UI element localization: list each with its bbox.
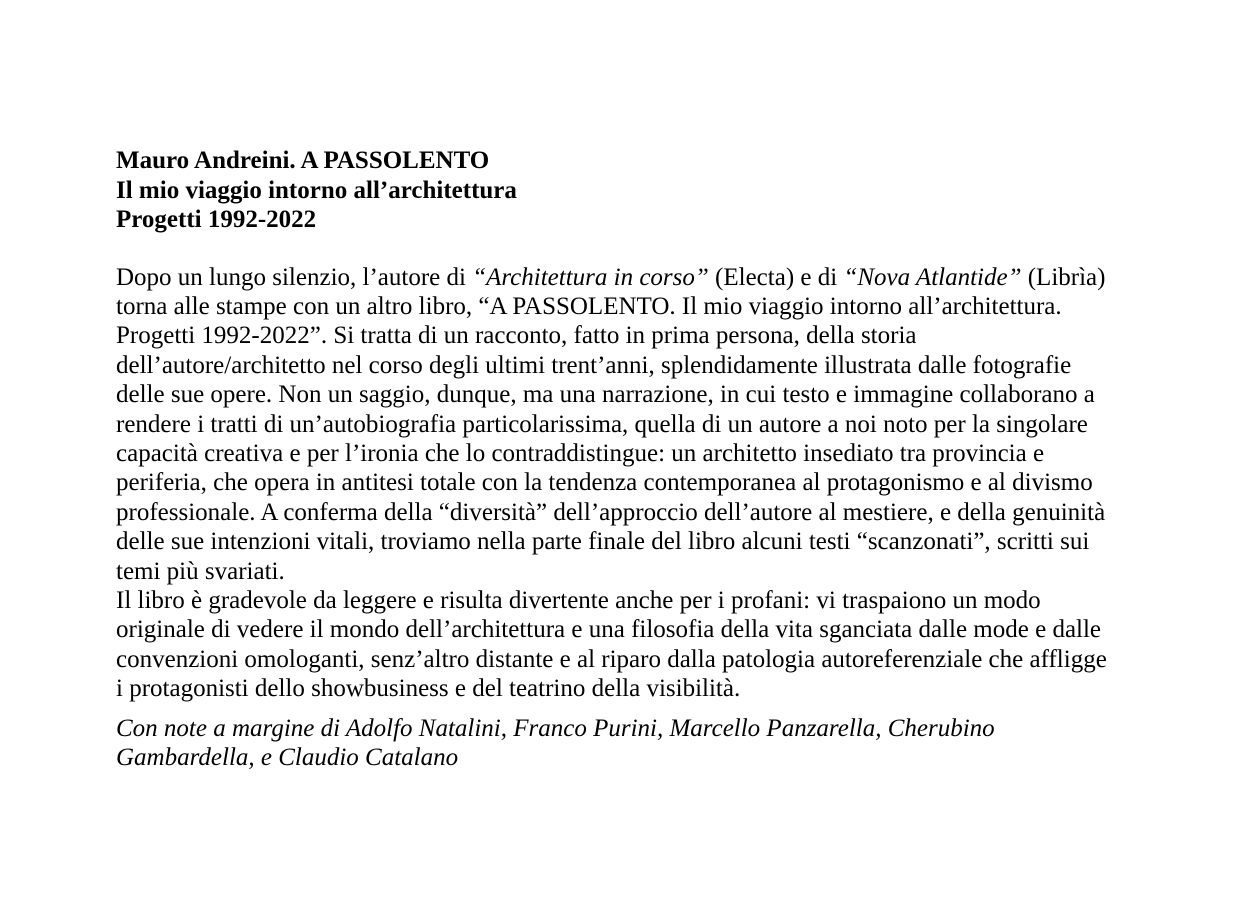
text-segment: delle sue intenzioni vitali, troviamo nella parte finale del libro alcuni testi “scanzonati”, scritti sui <box>116 528 1090 556</box>
margin-notes-credit <box>116 714 1126 773</box>
text-line: Progetti 1992-2022 <box>116 206 317 233</box>
text-segment: convenzioni omologanti, senz’altro distante e al riparo dalla patologia autoreferenziale che affligge <box>116 645 1107 673</box>
text-line <box>116 498 1126 527</box>
italic-text-segment: “Architettura in corso” <box>472 263 709 291</box>
text-line <box>116 557 1126 586</box>
text-segment: (Electa) e di <box>708 263 844 291</box>
text-segment: Dopo un lungo silenzio, l’autore di <box>116 263 473 291</box>
text-line <box>116 380 1126 409</box>
text-segment: professionale. A conferma della “diversità” dell’approccio dell’autore al mestiere, e della genuinità <box>116 498 1106 526</box>
text-line <box>116 468 1126 497</box>
text-line: Gambardella, e Claudio Catalano <box>116 744 459 771</box>
document-title-block <box>116 146 1126 235</box>
text-segment: (Librìa) <box>1021 263 1106 291</box>
text-segment: rendere i tratti di un’autobiografia particolarissima, quella di un autore a noi noto per la singolare <box>116 410 1088 438</box>
text-line <box>116 439 1126 468</box>
document-content <box>116 146 1126 772</box>
text-segment: originale di vedere il mondo dell’architettura e una filosofia della vita sganciata dalle mode e dalle <box>116 616 1102 644</box>
text-segment: i protagonisti dello showbusiness e del teatrino della visibilità. <box>116 675 741 703</box>
italic-text-segment: “Nova Atlantide” <box>843 263 1022 291</box>
text-line <box>116 615 1126 644</box>
text-line <box>116 321 1126 350</box>
text-line <box>116 586 1126 615</box>
text-line <box>116 645 1126 674</box>
text-segment: torna alle stampe con un altro libro, “A PASSOLENTO. Il mio viaggio intorno all’architettura. <box>116 292 1062 320</box>
text-segment: dell’autore/architetto nel corso degli ultimi trent’anni, splendidamente illustrata dalle fotografie <box>116 351 1072 379</box>
text-line: Il mio viaggio intorno all’architettura <box>116 176 517 204</box>
text-segment: Progetti 1992-2022”. Si tratta di un racconto, fatto in prima persona, della storia <box>116 322 917 350</box>
text-segment: capacità creativa e per l’ironia che lo contraddistingue: un architetto insediato tra provincia e <box>116 439 1045 467</box>
text-segment: temi più svariati. <box>116 557 285 585</box>
text-line <box>116 410 1126 439</box>
text-segment: delle sue opere. Non un saggio, dunque, ma una narrazione, in cui testo e immagine collaborano a <box>116 381 1095 409</box>
text-line: Mauro Andreini. A PASSOLENTO <box>116 147 490 174</box>
body-paragraph <box>116 263 1126 704</box>
text-segment: Il libro è gradevole da leggere e risulta divertente anche per i profani: vi traspaiono un modo <box>116 586 1041 614</box>
text-line <box>116 527 1126 556</box>
text-line: Con note a margine di Adolfo Natalini, Franco Purini, Marcello Panzarella, Cherubino <box>116 714 995 742</box>
text-line <box>116 674 1126 703</box>
text-segment: periferia, che opera in antitesi totale con la tendenza contemporanea al protagonismo e al divismo <box>116 469 1093 497</box>
text-line <box>116 263 1126 292</box>
text-line <box>116 292 1126 321</box>
text-line <box>116 351 1126 380</box>
